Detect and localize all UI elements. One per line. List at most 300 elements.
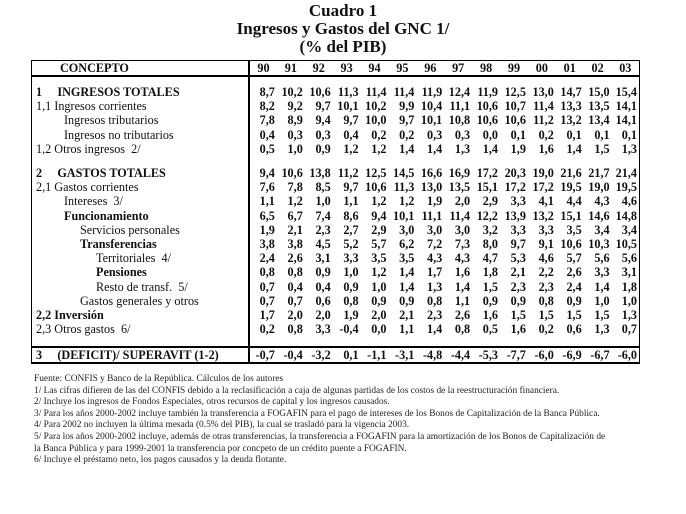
- value-cell: 14,8: [612, 209, 640, 223]
- value-cell: 1,2: [371, 141, 387, 156]
- value-cell: 19,0: [588, 180, 610, 195]
- year-header: 00: [528, 61, 556, 77]
- value-cell: 14,7: [560, 85, 582, 99]
- value-cell: 5,6: [594, 251, 610, 266]
- value-cell: 2,4: [259, 251, 275, 266]
- value-cell: 2,3: [427, 308, 443, 323]
- value-cell: 13,0: [420, 180, 443, 195]
- value-cell: 3,4: [612, 223, 640, 237]
- value-cell: 7,2: [427, 237, 443, 252]
- table-row: [32, 209, 640, 223]
- row-label: 1,1 Ingresos corrientes: [36, 99, 147, 114]
- value-cell: 10,6: [504, 113, 526, 128]
- table-row: [32, 347, 640, 363]
- value-cell: 9,7: [399, 113, 415, 128]
- row-label-cell: [32, 322, 250, 336]
- footnotes: [34, 374, 674, 467]
- value-cell: 5,6: [612, 251, 640, 265]
- value-cell: 3,8: [259, 237, 275, 252]
- value-cell: 3,3: [343, 251, 359, 266]
- table-row: [32, 223, 640, 237]
- row-label-cell: [32, 142, 250, 156]
- year-header: 01: [556, 61, 584, 77]
- spacer-row: [32, 336, 640, 347]
- value-cell: 5,7: [566, 251, 582, 266]
- table-row: [32, 322, 640, 336]
- row-label: Pensiones: [96, 265, 147, 280]
- value-cell: 3,3: [538, 222, 554, 237]
- value-cell: 0,9: [510, 293, 526, 308]
- value-cell: -3,1: [388, 347, 416, 363]
- value-cell: 0,1: [612, 128, 640, 142]
- value-cell: 2,1: [287, 222, 303, 237]
- value-cell: 0,7: [287, 293, 303, 308]
- value-cell: 9,1: [538, 237, 554, 252]
- value-cell: 12,5: [365, 166, 387, 181]
- table-row: [32, 113, 640, 127]
- value-cell: 1,9: [510, 141, 526, 156]
- value-cell: 20,3: [504, 166, 526, 181]
- value-cell: 10,6: [281, 166, 303, 181]
- value-cell: 10,6: [476, 113, 499, 128]
- value-cell: 3,0: [399, 222, 415, 237]
- value-cell: 3,0: [427, 222, 443, 237]
- value-cell: 11,2: [533, 113, 554, 128]
- value-cell: 0,8: [454, 322, 471, 337]
- value-cell: 2,0: [287, 308, 303, 323]
- value-cell: 16,9: [448, 166, 471, 181]
- value-cell: -1,1: [361, 347, 389, 363]
- title-line-3: (% del PIB): [299, 37, 387, 56]
- row-label: Resto de transf. 5/: [96, 279, 188, 294]
- year-header: 95: [388, 61, 416, 77]
- row-label-cell: [32, 347, 250, 363]
- value-cell: 0,9: [371, 293, 387, 308]
- value-cell: 2,4: [566, 279, 582, 294]
- value-cell: 11,4: [365, 85, 387, 99]
- value-cell: 0,8: [287, 322, 303, 337]
- value-cell: 7,4: [315, 208, 331, 223]
- value-cell: 1,3: [612, 142, 640, 156]
- value-cell: 1,4: [594, 279, 610, 294]
- value-cell: 9,4: [259, 166, 275, 181]
- value-cell: 0,8: [538, 293, 554, 308]
- title-line-2: Ingresos y Gastos del GNC 1/: [236, 19, 450, 38]
- value-cell: 13,2: [560, 113, 582, 128]
- value-cell: 1,8: [612, 280, 640, 294]
- value-cell: 0,4: [343, 127, 359, 142]
- value-cell: 13,0: [532, 85, 554, 99]
- year-header: 98: [472, 61, 500, 77]
- value-cell: 13,5: [448, 180, 471, 195]
- row-label: Ingresos no tributarios: [64, 127, 174, 142]
- value-cell: 13,3: [560, 99, 582, 114]
- value-cell: 10,1: [393, 208, 415, 223]
- value-cell: 0,9: [566, 293, 582, 308]
- value-cell: -6,7: [584, 347, 612, 363]
- value-cell: 1,4: [399, 141, 415, 156]
- value-cell: 0,8: [343, 293, 359, 308]
- fiscal-table: [31, 60, 640, 364]
- value-cell: 0,2: [538, 127, 554, 142]
- value-cell: 0,9: [343, 279, 359, 294]
- year-header: 97: [444, 61, 472, 77]
- value-cell: 21,6: [560, 166, 582, 181]
- value-cell: 4,4: [566, 194, 582, 209]
- row-label: 2 GASTOS TOTALES: [36, 166, 166, 181]
- value-cell: 3,5: [371, 251, 387, 266]
- value-cell: 1,2: [399, 194, 415, 209]
- header-row: [32, 61, 640, 77]
- row-label-cell: [32, 237, 250, 251]
- value-cell: 0,8: [287, 265, 303, 280]
- value-cell: 1,0: [315, 194, 331, 209]
- value-cell: 4,7: [482, 251, 499, 266]
- value-cell: -7,7: [500, 347, 528, 363]
- value-cell: -3,2: [305, 347, 333, 363]
- value-cell: 4,5: [315, 237, 331, 252]
- value-cell: 11,1: [449, 99, 471, 114]
- row-label-cell: [32, 209, 250, 223]
- row-label-cell: [32, 280, 250, 294]
- value-cell: 0,6: [315, 293, 331, 308]
- value-cell: 2,3: [510, 279, 526, 294]
- value-cell: 9,4: [315, 113, 331, 128]
- value-cell: 1,9: [427, 194, 443, 209]
- footnote: 3/ Para los años 2000-2002 incluye también la transferencia a FOGAFIN para el pago de intereses de los Bonos de Capitalización de la Banca Pública.: [34, 408, 600, 419]
- value-cell: 11,3: [337, 85, 359, 99]
- value-cell: 13,8: [309, 166, 331, 181]
- value-cell: 5,2: [343, 237, 359, 252]
- value-cell: 0,7: [259, 279, 275, 294]
- value-cell: 10,8: [448, 113, 471, 128]
- value-cell: 9,2: [287, 99, 303, 114]
- value-cell: 14,6: [588, 208, 610, 223]
- value-cell: 3,2: [482, 222, 499, 237]
- row-label-cell: [32, 85, 250, 99]
- value-cell: 0,9: [399, 293, 415, 308]
- value-cell: 10,6: [560, 237, 582, 252]
- value-cell: 1,0: [287, 141, 303, 156]
- value-cell: 1,4: [399, 265, 415, 280]
- value-cell: 0,8: [259, 265, 275, 280]
- value-cell: 1,7: [259, 308, 275, 323]
- row-label: Gastos generales y otros: [80, 293, 199, 308]
- concept-header: CONCEPTO: [32, 61, 250, 77]
- value-cell: 13,4: [588, 113, 610, 128]
- value-cell: 0,2: [399, 127, 415, 142]
- table-row: [32, 180, 640, 194]
- value-cell: 1,3: [612, 308, 640, 322]
- value-cell: 1,6: [482, 308, 499, 323]
- value-cell: 10,1: [337, 99, 359, 114]
- value-cell: 0,0: [482, 127, 499, 142]
- value-cell: 7,6: [259, 180, 275, 195]
- footnote: 2/ Incluye los ingresos de Fondos Especiales, otros recursos de capital y los ingresos causados.: [34, 397, 390, 408]
- footnote: 6/ Incluye el préstamo neto, los pagos causados y la deuda flotante.: [34, 455, 287, 466]
- value-cell: 12,2: [476, 208, 499, 223]
- value-cell: 11,1: [421, 208, 443, 223]
- value-cell: 8,6: [343, 208, 359, 223]
- value-cell: 0,7: [612, 322, 640, 336]
- value-cell: 7,3: [454, 237, 471, 252]
- value-cell: 0,9: [482, 293, 499, 308]
- row-label: Funcionamiento: [64, 208, 149, 223]
- value-cell: 1,1: [454, 293, 471, 308]
- value-cell: 1,3: [594, 322, 610, 337]
- value-cell: -0,7: [249, 347, 277, 363]
- value-cell: -4,8: [416, 347, 444, 363]
- value-cell: 15,4: [612, 85, 640, 99]
- value-cell: 1,5: [538, 308, 554, 323]
- table-title: [0, 2, 686, 56]
- value-cell: 1,3: [454, 141, 471, 156]
- value-cell: 0,3: [315, 127, 331, 142]
- value-cell: 1,4: [482, 141, 499, 156]
- value-cell: 2,6: [454, 308, 471, 323]
- value-cell: 0,9: [315, 141, 331, 156]
- table-row: [32, 166, 640, 180]
- year-header: 96: [416, 61, 444, 77]
- value-cell: 11,4: [393, 85, 415, 99]
- value-cell: -6,0: [528, 347, 556, 363]
- value-cell: 9,7: [343, 180, 359, 195]
- value-cell: 0,3: [427, 127, 443, 142]
- year-header: 90: [249, 61, 277, 77]
- value-cell: 1,1: [399, 322, 415, 337]
- table-row: [32, 294, 640, 308]
- value-cell: 0,1: [594, 127, 610, 142]
- table-row: [32, 265, 640, 279]
- value-cell: 1,5: [510, 308, 526, 323]
- value-cell: 6,2: [399, 237, 415, 252]
- spacer-row: [32, 156, 640, 166]
- row-label-cell: [32, 180, 250, 194]
- value-cell: 11,3: [393, 180, 415, 195]
- table-body: [32, 76, 640, 363]
- value-cell: 0,5: [259, 141, 275, 156]
- row-label: Territoriales 4/: [96, 251, 171, 266]
- value-cell: 1,0: [612, 294, 640, 308]
- value-cell: 2,7: [343, 222, 359, 237]
- value-cell: 4,6: [612, 194, 640, 208]
- value-cell: 0,1: [510, 127, 526, 142]
- footnote: 5/ Para los años 2000-2002 incluye, además de otras transferencias, la transferencia a FOGAFIN para la amortización de los Bonos de Capitalización de: [34, 431, 606, 442]
- value-cell: 2,9: [482, 194, 499, 209]
- value-cell: 7,8: [287, 180, 303, 195]
- row-label: Ingresos tributarios: [64, 113, 159, 128]
- table-row: [32, 308, 640, 322]
- value-cell: 19,5: [612, 180, 640, 194]
- value-cell: 0,1: [566, 127, 582, 142]
- value-cell: 12,5: [504, 85, 526, 99]
- value-cell: 3,5: [399, 251, 415, 266]
- value-cell: 1,0: [371, 279, 387, 294]
- value-cell: 1,5: [566, 308, 582, 323]
- value-cell: 12,4: [448, 85, 471, 99]
- year-header: 93: [333, 61, 361, 77]
- footnote: 1/ Las cifras difieren de las del CONFIS debido a la reclasificación a caja de algunas partidas de los costos de la reestructuración financiera.: [34, 385, 560, 396]
- row-label: 1,2 Otros ingresos 2/: [36, 141, 141, 156]
- value-cell: 2,6: [287, 251, 303, 266]
- value-cell: 2,1: [510, 265, 526, 280]
- value-cell: 9,7: [343, 113, 359, 128]
- value-cell: 1,9: [343, 308, 359, 323]
- value-cell: -0,4: [277, 347, 305, 363]
- value-cell: 1,5: [594, 308, 610, 323]
- row-label-cell: [32, 223, 250, 237]
- value-cell: 4,3: [427, 251, 443, 266]
- row-label: 3 (DEFICIT)/ SUPERAVIT (1-2): [36, 348, 219, 363]
- value-cell: 9,9: [399, 99, 415, 114]
- value-cell: 2,3: [538, 279, 554, 294]
- value-cell: 1,4: [454, 279, 471, 294]
- value-cell: 15,0: [588, 85, 610, 99]
- table-row: [32, 251, 640, 265]
- value-cell: 0,3: [287, 127, 303, 142]
- value-cell: 3,1: [315, 251, 331, 266]
- value-cell: 10,2: [281, 85, 303, 99]
- row-label-cell: [32, 308, 250, 322]
- value-cell: 10,4: [420, 99, 443, 114]
- value-cell: 1,1: [259, 194, 275, 209]
- year-header: 03: [612, 61, 640, 77]
- table-row: [32, 280, 640, 294]
- value-cell: 1,8: [482, 265, 499, 280]
- value-cell: 4,3: [594, 194, 610, 209]
- value-cell: 10,7: [504, 99, 526, 114]
- value-cell: 0,2: [538, 322, 554, 337]
- value-cell: 17,2: [476, 166, 499, 181]
- value-cell: 4,1: [538, 194, 554, 209]
- value-cell: 1,2: [371, 194, 387, 209]
- value-cell: 10,6: [309, 85, 331, 99]
- value-cell: 0,4: [287, 279, 303, 294]
- footnote: la Banca Pública y para 1999-2001 la transferencia por concpeto de un crédito puente a FOGAFIN.: [34, 443, 407, 454]
- year-header: 02: [584, 61, 612, 77]
- value-cell: 2,0: [454, 194, 471, 209]
- value-cell: 9,7: [315, 99, 331, 114]
- row-label-cell: [32, 294, 250, 308]
- row-label-cell: [32, 113, 250, 127]
- value-cell: 9,4: [371, 208, 387, 223]
- value-cell: 17,2: [504, 180, 526, 195]
- value-cell: 0,2: [259, 322, 275, 337]
- row-label: 2,3 Otros gastos 6/: [36, 322, 131, 337]
- value-cell: 10,6: [476, 99, 499, 114]
- value-cell: 14,1: [612, 99, 640, 113]
- value-cell: 8,7: [259, 85, 275, 99]
- value-cell: 3,8: [287, 237, 303, 252]
- value-cell: 0,8: [427, 293, 443, 308]
- value-cell: 0,9: [315, 265, 331, 280]
- year-header: 99: [500, 61, 528, 77]
- value-cell: 4,3: [454, 251, 471, 266]
- title-line-1: Cuadro 1: [308, 1, 378, 20]
- value-cell: 14,5: [393, 166, 415, 181]
- year-header: 94: [361, 61, 389, 77]
- value-cell: 11,9: [421, 85, 443, 99]
- row-label: Servicios personales: [80, 222, 180, 237]
- value-cell: 1,2: [287, 194, 303, 209]
- value-cell: 3,3: [510, 194, 526, 209]
- value-cell: 3,0: [454, 222, 471, 237]
- row-label-cell: [32, 166, 250, 180]
- value-cell: 15,1: [476, 180, 499, 195]
- value-cell: 15,1: [560, 208, 582, 223]
- value-cell: -5,3: [472, 347, 500, 363]
- value-cell: 13,2: [532, 208, 554, 223]
- value-cell: 19,0: [532, 166, 554, 181]
- value-cell: 10,2: [365, 99, 387, 114]
- value-cell: 10,1: [420, 113, 443, 128]
- value-cell: 0,5: [482, 322, 499, 337]
- row-label-cell: [32, 251, 250, 265]
- value-cell: 8,9: [287, 113, 303, 128]
- value-cell: 1,6: [454, 265, 471, 280]
- value-cell: 1,4: [427, 322, 443, 337]
- value-cell: 2,6: [566, 265, 582, 280]
- value-cell: 1,0: [343, 265, 359, 280]
- fiscal-table-container: [31, 60, 640, 364]
- value-cell: 3,4: [594, 222, 610, 237]
- value-cell: 0,3: [454, 127, 471, 142]
- value-cell: -6,9: [556, 347, 584, 363]
- row-label: 2,2 Inversión: [36, 308, 104, 323]
- value-cell: 17,2: [532, 180, 554, 195]
- value-cell: 7,8: [259, 113, 275, 128]
- value-cell: 10,5: [612, 237, 640, 251]
- value-cell: 8,0: [482, 237, 499, 252]
- value-cell: 1,2: [343, 141, 359, 156]
- value-cell: 1,3: [427, 279, 443, 294]
- value-cell: 1,6: [538, 141, 554, 156]
- value-cell: 8,5: [315, 180, 331, 195]
- year-header: 91: [277, 61, 305, 77]
- row-label-cell: [32, 194, 250, 208]
- value-cell: 11,2: [337, 166, 359, 181]
- value-cell: 1,4: [566, 141, 582, 156]
- value-cell: 1,2: [371, 265, 387, 280]
- value-cell: 2,9: [371, 222, 387, 237]
- table-row: [32, 142, 640, 156]
- value-cell: 8,2: [259, 99, 275, 114]
- row-label-cell: [32, 128, 250, 142]
- value-cell: 0,2: [371, 127, 387, 142]
- value-cell: 1,5: [482, 279, 499, 294]
- value-cell: 3,3: [510, 222, 526, 237]
- value-cell: 6,7: [287, 208, 303, 223]
- value-cell: 19,5: [560, 180, 582, 195]
- value-cell: 1,5: [594, 141, 610, 156]
- table-row: [32, 85, 640, 99]
- value-cell: 11,4: [449, 208, 471, 223]
- value-cell: 1,4: [427, 141, 443, 156]
- table-row: [32, 237, 640, 251]
- value-cell: 1,6: [510, 322, 526, 337]
- value-cell: 10,0: [365, 113, 387, 128]
- row-label: Intereses 3/: [64, 194, 123, 209]
- row-label-cell: [32, 99, 250, 113]
- value-cell: 1,0: [594, 293, 610, 308]
- value-cell: 11,4: [533, 99, 554, 114]
- value-cell: 2,3: [315, 222, 331, 237]
- value-cell: 0,7: [259, 293, 275, 308]
- value-cell: 10,3: [588, 237, 610, 252]
- value-cell: 0,1: [333, 347, 361, 363]
- value-cell: 4,6: [538, 251, 554, 266]
- value-cell: 2,1: [399, 308, 415, 323]
